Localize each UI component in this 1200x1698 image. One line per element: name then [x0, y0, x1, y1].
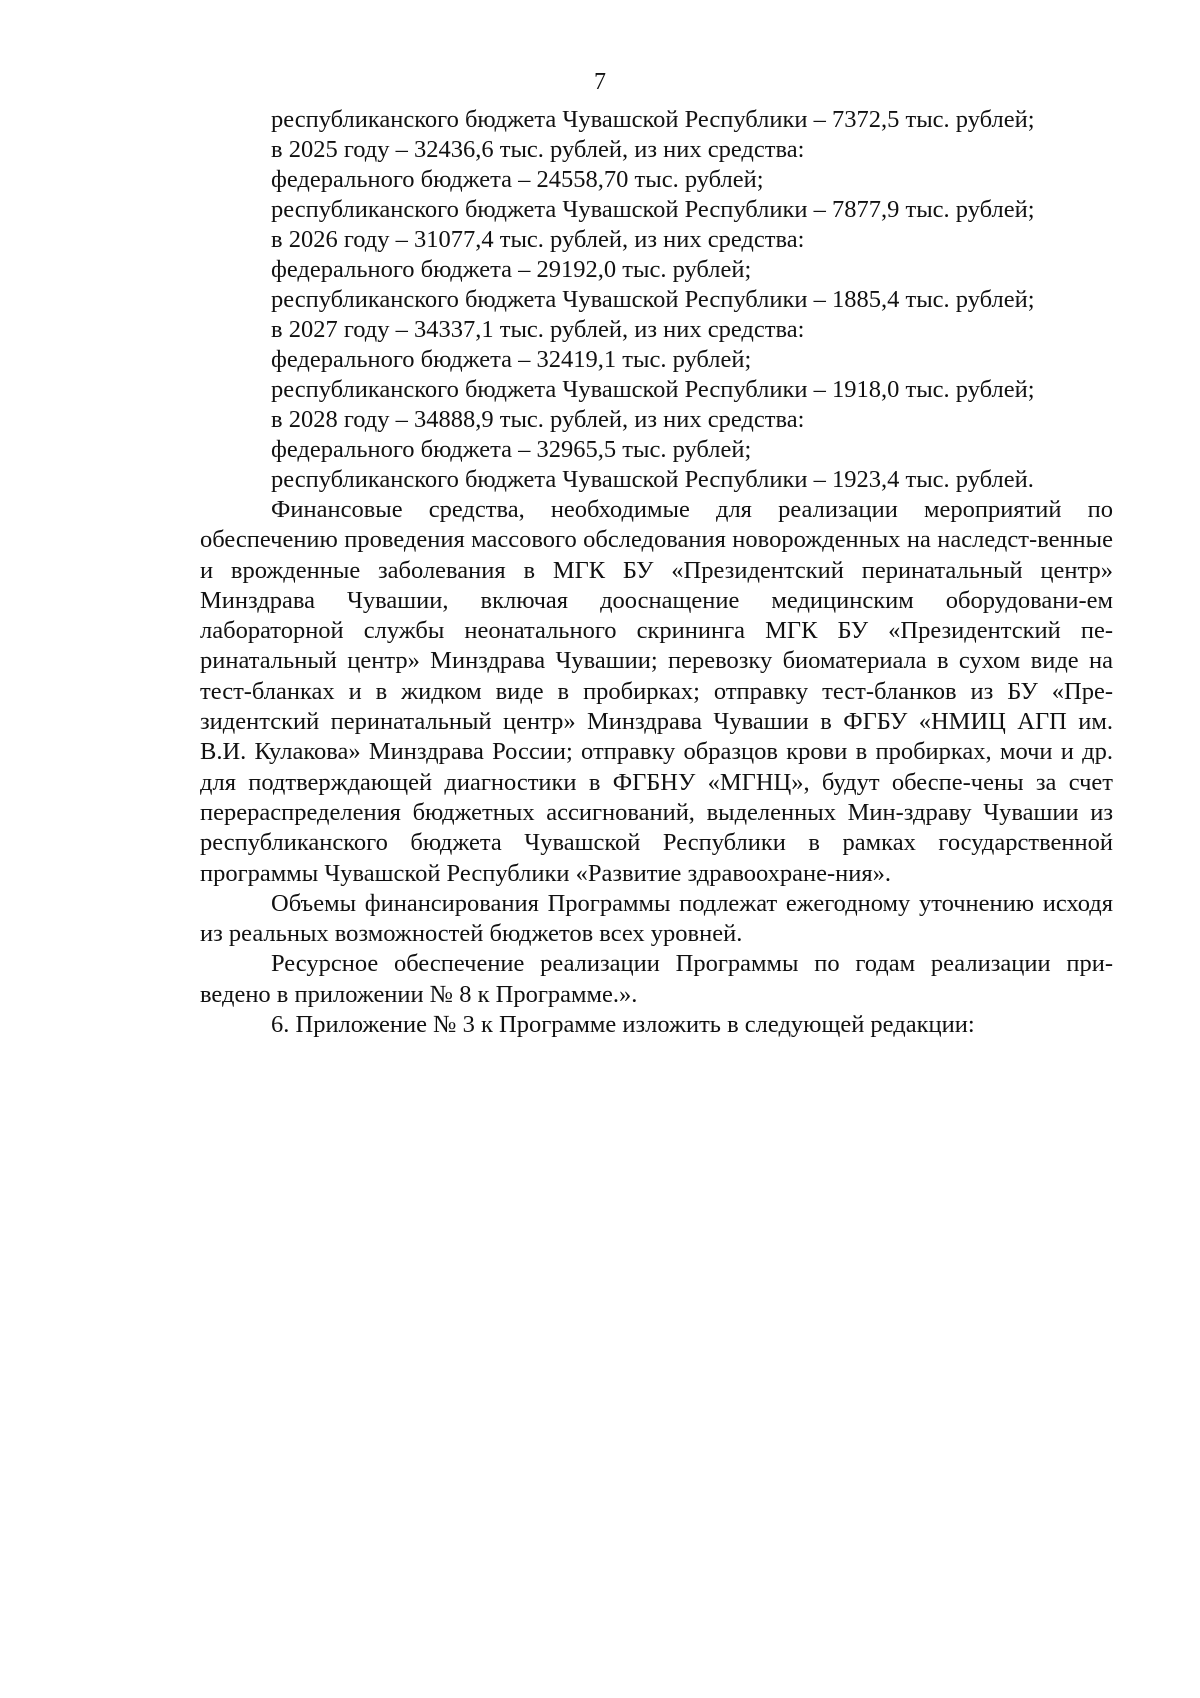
- budget-line-year-2027: в 2027 году – 34337,1 тыс. рублей, из них средства:: [271, 316, 805, 343]
- budget-line-year-2025: в 2025 году – 32436,6 тыс. рублей, из них средства:: [271, 136, 805, 163]
- paragraph-financial-sources: Финансовые средства, необходимые для реализации мероприятий по обеспечению проведения массового обследования новорожденных на наследст-венные и врожденные заболевания в МГК БУ «Президентский перинатальный центр» Минздрава Чувашии, включая дооснащение медицинским оборудовани-ем лабораторной службы неонатального скрининга МГК БУ «Президентский пе-ринатальный центр» Минздрава Чувашии; перевозку биоматериала в сухом виде на тест-бланках и в жидком виде в пробирках; отправку тест-бланков из БУ «Пре-зидентский перинатальный центр» Минздрава Чувашии в ФГБУ «НМИЦ АГП им. В.И. Кулакова» Минздрава России; отправку образцов крови в пробирках, мочи и др. для подтверждающей диагностики в ФГБНУ «МГНЦ», будут обеспе-чены за счет перераспределения бюджетных ассигнований, выделенных Мин-здраву Чувашии из республиканского бюджета Чувашской Республики в рамках государственной программы Чувашской Республики «Развитие здравоохране-ния».: [200, 496, 1113, 887]
- paragraph-appendix-amendment: 6. Приложение № 3 к Программе изложить в следующей редакции:: [271, 1011, 975, 1039]
- budget-line-year-2028: в 2028 году – 34888,9 тыс. рублей, из них средства:: [271, 406, 805, 433]
- page-number: 7: [594, 69, 606, 95]
- budget-line-republican: республиканского бюджета Чувашской Республики – 1918,0 тыс. рублей;: [271, 376, 1035, 403]
- budget-line-federal: федерального бюджета – 32965,5 тыс. рублей;: [271, 436, 752, 463]
- budget-line-year-2026: в 2026 году – 31077,4 тыс. рублей, из них средства:: [271, 226, 805, 253]
- budget-line-republican: республиканского бюджета Чувашской Республики – 1923,4 тыс. рублей.: [271, 466, 1034, 493]
- budget-line-republican: республиканского бюджета Чувашской Республики – 7372,5 тыс. рублей;: [271, 106, 1035, 133]
- document-body: [200, 105, 1113, 1040]
- budget-line-republican: республиканского бюджета Чувашской Республики – 7877,9 тыс. рублей;: [271, 196, 1035, 223]
- budget-line-federal: федерального бюджета – 24558,70 тыс. рублей;: [271, 166, 764, 193]
- paragraph-resource-provision: Ресурсное обеспечение реализации Программы по годам реализации при-ведено в приложении № 8 к Программе.».: [200, 950, 1113, 1008]
- budget-line-federal: федерального бюджета – 29192,0 тыс. рублей;: [271, 256, 752, 283]
- budget-line-republican: республиканского бюджета Чувашской Республики – 1885,4 тыс. рублей;: [271, 286, 1035, 313]
- paragraph-funding-volumes: Объемы финансирования Программы подлежат ежегодному уточнению исходя из реальных возможностей бюджетов всех уровней.: [200, 889, 1113, 948]
- budget-line-federal: федерального бюджета – 32419,1 тыс. рублей;: [271, 346, 752, 373]
